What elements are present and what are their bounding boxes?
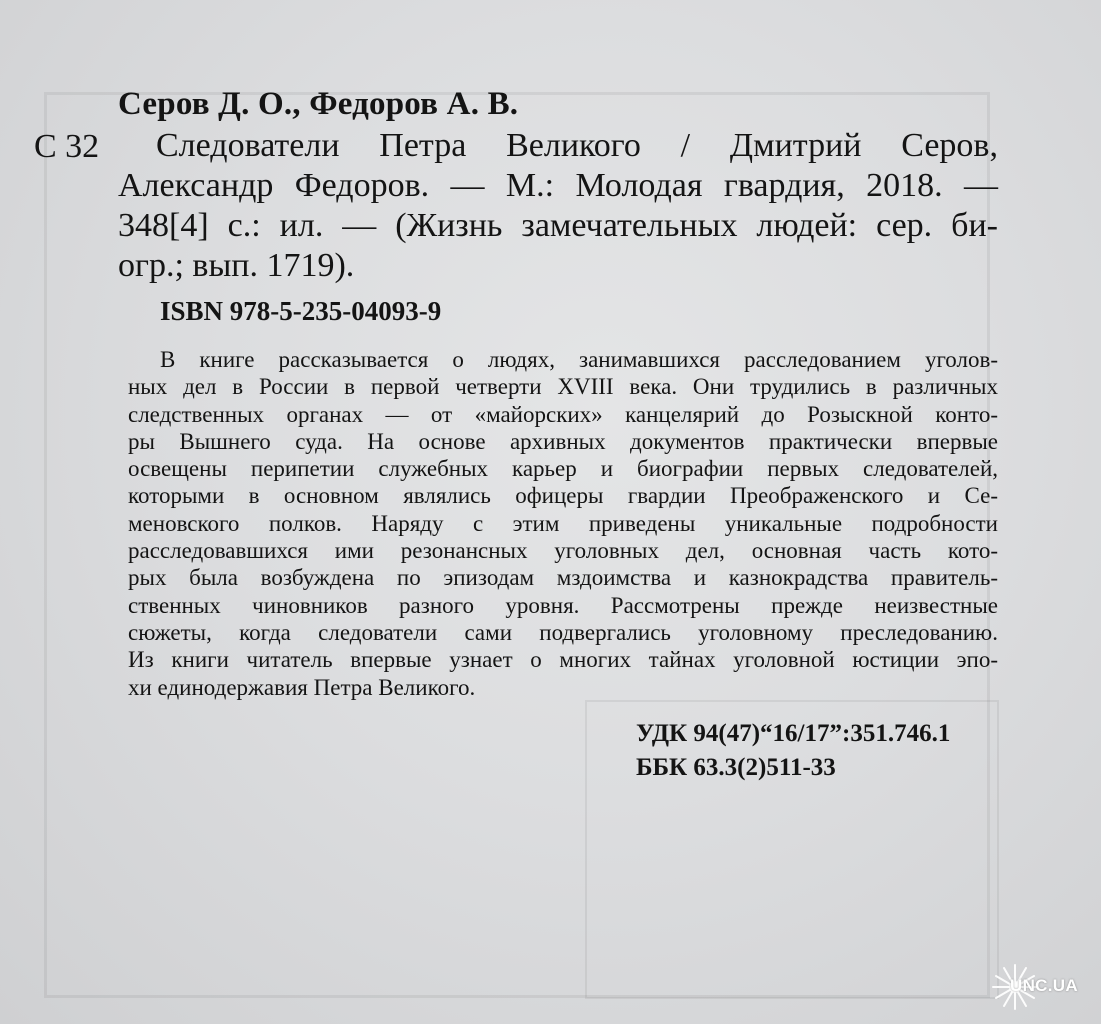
bbk-code: ББК 63.3(2)511-33: [636, 754, 836, 781]
annotation-line: Из книги читатель впервые узнает о многих тайнах уголовной юстиции эпо-: [128, 647, 998, 673]
bib-line: Александр Федоров. — М.: Молодая гвардия, 2018. —: [118, 167, 998, 204]
annotation-line: которыми в основном являлись офицеры гвардии Преображенского и Се-: [128, 483, 998, 509]
annotation-line: меновского полков. Наряду с этим приведены уникальные подробности: [128, 510, 998, 536]
annotation-line: ры Вышнего суда. На основе архивных документов практически впервые: [128, 428, 998, 454]
bib-line: 348[4] с.: ил. — (Жизнь замечательных людей: сер. би-: [118, 207, 998, 244]
annotation-line: ственных чиновников разного уровня. Рассмотрены прежде неизвестные: [128, 592, 998, 618]
annotation-line: расследовавшихся ими резонансных уголовных дел, основная часть кото-: [128, 538, 998, 564]
annotation-line: хи единодержавия Петра Великого.: [128, 674, 476, 700]
annotation-line: ных дел в России в первой четверти XVIII века. Они трудились в различных: [128, 374, 998, 400]
annotation-line: В книге рассказывается о людях, занимавшихся расследованием уголов-: [160, 347, 998, 372]
annotation-line: освещены перипетии служебных карьер и биографии первых следователей,: [128, 456, 998, 482]
bib-line: Следователи Петра Великого / Дмитрий Серов,: [156, 127, 998, 164]
annotation: [128, 346, 998, 701]
bibliographic-record: [118, 126, 998, 286]
annotation-line: следственных органах — от «майорских» канцелярий до Розыскной конто-: [128, 401, 998, 427]
watermark-text: UNC.UA: [1010, 976, 1078, 995]
annotation-line: рых была возбуждена по эпизодам мздоимства и казнокрадства правитель-: [128, 565, 998, 591]
annotation-line: сюжеты, когда следователи сами подвергались уголовному преследованию.: [128, 619, 998, 645]
watermark: [990, 962, 1090, 1014]
bib-line: огр.; вып. 1719).: [118, 247, 355, 284]
udk-code: УДК 94(47)“16/17”:351.746.1: [636, 720, 951, 747]
isbn: ISBN 978-5-235-04093-9: [160, 296, 442, 326]
authors-heading: Серов Д. О., Федоров А. В.: [118, 86, 519, 122]
class-mark: С 32: [34, 128, 100, 165]
